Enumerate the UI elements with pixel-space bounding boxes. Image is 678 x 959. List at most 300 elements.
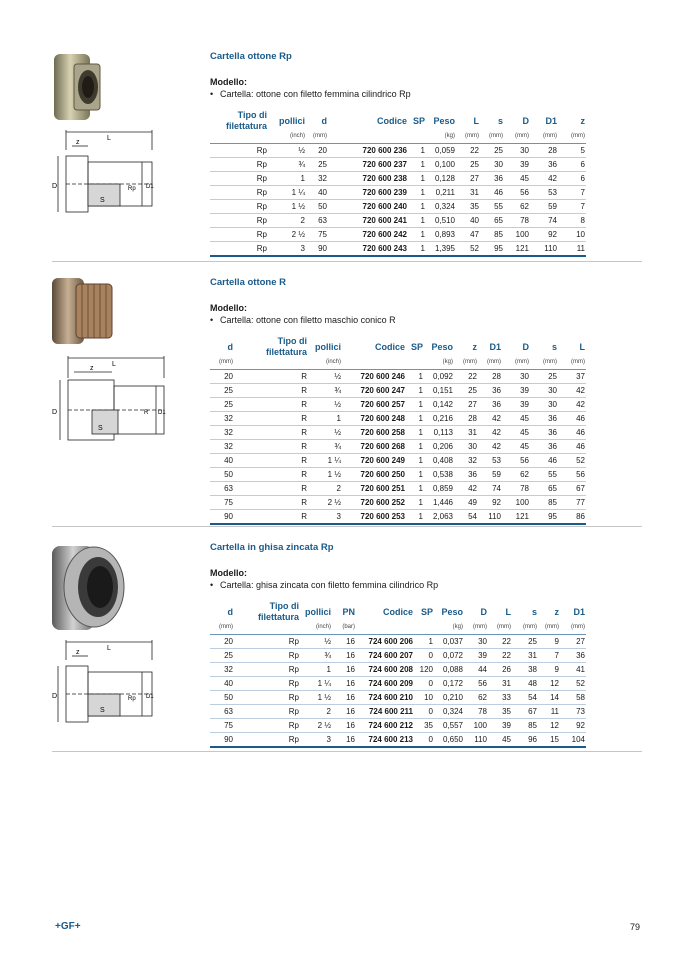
page-number: 79 [630, 922, 641, 932]
table-cell: 0,510 [426, 214, 456, 228]
table-cell: 3 [300, 733, 332, 748]
table-cell: 1 [414, 635, 434, 649]
table-cell: 85 [530, 496, 558, 510]
header-row [210, 601, 586, 623]
table-cell: 55 [530, 468, 558, 482]
table-cell: 53 [478, 454, 502, 468]
table-cell: 74 [478, 482, 502, 496]
table-cell: 16 [332, 733, 356, 748]
table-cell: 20 [210, 635, 234, 649]
drawing-label-d: D [52, 409, 58, 416]
drawing-label-d: D [52, 183, 58, 190]
table-cell: 74 [530, 214, 558, 228]
section-content [210, 50, 586, 257]
column-header: L [579, 341, 585, 352]
table-cell: 30 [502, 370, 530, 384]
table-row [210, 144, 586, 158]
table-cell: 42 [478, 412, 502, 426]
table-cell: 22 [488, 635, 512, 649]
column-header: Peso [433, 115, 455, 126]
table-cell: 16 [332, 677, 356, 691]
table-cell: 1 [406, 440, 424, 454]
column-unit: (mm) [488, 623, 512, 635]
table-row [210, 398, 586, 412]
product-code: 720 600 253 [342, 510, 406, 525]
table-cell: 0,557 [434, 719, 464, 733]
spec-table [210, 110, 586, 257]
table-cell: ½ [308, 398, 342, 412]
modello-description [210, 579, 586, 591]
column-header: SP [420, 606, 433, 617]
table-cell: 47 [456, 228, 480, 242]
table-cell: 45 [502, 412, 530, 426]
table-cell: 1 [408, 214, 426, 228]
table-cell: 0 [414, 733, 434, 748]
table-cell: 36 [530, 158, 558, 172]
column-unit: (mm) [210, 358, 234, 370]
table-cell: Rp [210, 200, 268, 214]
column-unit: (inch) [308, 358, 342, 370]
column-unit: (mm) [504, 132, 530, 144]
table-cell: 30 [480, 158, 504, 172]
table-cell: 2 ½ [268, 228, 306, 242]
table-cell: ¾ [308, 440, 342, 454]
column-header: s [551, 341, 557, 352]
table-cell: 46 [530, 454, 558, 468]
table-cell: 1 [268, 172, 306, 186]
table-cell: 92 [530, 228, 558, 242]
table-cell: 20 [210, 370, 234, 384]
product-code: 720 600 248 [342, 412, 406, 426]
drawing-label-z: z [90, 365, 94, 372]
column-header: s [531, 606, 537, 617]
column-header: d [227, 341, 233, 352]
table-cell: 14 [538, 691, 560, 705]
table-cell: 39 [504, 158, 530, 172]
product-code: 720 600 238 [328, 172, 408, 186]
table-cell: 46 [480, 186, 504, 200]
table-cell: R [234, 426, 308, 440]
table-cell: R [234, 370, 308, 384]
table-cell: 39 [464, 649, 488, 663]
product-code: 720 600 251 [342, 482, 406, 496]
product-code: 724 600 209 [356, 677, 414, 691]
table-cell: 0,113 [424, 426, 454, 440]
table-cell: 49 [454, 496, 478, 510]
column-unit [328, 132, 408, 144]
table-cell: 36 [478, 398, 502, 412]
table-row [210, 649, 586, 663]
column-header: Tipo di filettatura [225, 110, 267, 131]
table-cell: 30 [530, 384, 558, 398]
column-header: L [505, 606, 511, 617]
table-cell: 32 [210, 412, 234, 426]
table-cell: 1 [408, 200, 426, 214]
column-header: z [472, 341, 477, 352]
column-unit: (mm) [454, 358, 478, 370]
table-cell: 42 [558, 384, 586, 398]
column-unit [342, 358, 406, 370]
table-cell: 42 [478, 426, 502, 440]
table-cell: 28 [454, 412, 478, 426]
table-cell: 1 [406, 454, 424, 468]
table-cell: 54 [512, 691, 538, 705]
column-unit: (kg) [424, 358, 454, 370]
header-row [210, 110, 586, 132]
table-cell: 1 [406, 510, 424, 525]
table-cell: 25 [530, 370, 558, 384]
drawing-label-z: z [76, 649, 80, 656]
table-row [210, 691, 586, 705]
table-cell: 36 [530, 412, 558, 426]
section-title: Cartella ottone Rp [210, 51, 292, 62]
table-cell: 1,395 [426, 242, 456, 257]
column-header: Codice [382, 606, 413, 617]
table-cell: 1 ½ [268, 200, 306, 214]
bullet: • [210, 89, 214, 99]
table-cell: 15 [538, 733, 560, 748]
table-cell: 2 ½ [308, 496, 342, 510]
table-cell: 73 [560, 705, 586, 719]
column-unit: (mm) [558, 132, 586, 144]
product-code: 724 600 211 [356, 705, 414, 719]
column-header: d [321, 115, 327, 126]
table-cell: 31 [512, 649, 538, 663]
product-photo-galvanized-rp [48, 540, 128, 634]
product-code: 720 600 258 [342, 426, 406, 440]
table-cell: 56 [502, 454, 530, 468]
table-cell: 90 [210, 510, 234, 525]
table-cell: R [234, 468, 308, 482]
table-row [210, 200, 586, 214]
table-cell: 9 [538, 635, 560, 649]
table-cell: 42 [478, 440, 502, 454]
table-cell: 2 ½ [300, 719, 332, 733]
table-cell: 1 [408, 228, 426, 242]
table-cell: 6 [558, 158, 586, 172]
column-header: pollici [304, 606, 331, 617]
table-cell: ¾ [268, 158, 306, 172]
table-cell: 1 [408, 186, 426, 200]
table-cell: 58 [560, 691, 586, 705]
column-header: D1 [573, 606, 585, 617]
table-cell: 27 [454, 398, 478, 412]
table-cell: 25 [480, 144, 504, 158]
table-cell: 110 [464, 733, 488, 748]
table-cell: 0,216 [424, 412, 454, 426]
table-cell: 0,324 [434, 705, 464, 719]
column-unit: (mm) [502, 358, 530, 370]
column-header: D [522, 115, 529, 126]
column-unit [406, 358, 424, 370]
column-header: s [497, 115, 503, 126]
table-cell: 32 [210, 663, 234, 677]
technical-drawing-r [52, 356, 170, 446]
table-cell: 10 [558, 228, 586, 242]
table-cell: 0,092 [424, 370, 454, 384]
table-cell: 16 [332, 635, 356, 649]
table-row [210, 186, 586, 200]
description-text: Cartella: ghisa zincata con filetto femmina cilindrico Rp [220, 580, 439, 590]
drawing-label-d1: D1 [146, 184, 154, 190]
table-cell: 36 [530, 426, 558, 440]
column-unit: (mm) [464, 623, 488, 635]
table-row [210, 677, 586, 691]
drawing-label-rp: Rp [128, 696, 136, 702]
table-cell: 12 [538, 677, 560, 691]
table-cell: 59 [478, 468, 502, 482]
table-cell: 67 [558, 482, 586, 496]
table-cell: 22 [456, 144, 480, 158]
table-cell: 1 [300, 663, 332, 677]
drawing-label-s: S [100, 197, 105, 204]
table-cell: 40 [456, 214, 480, 228]
technical-drawing-rp [52, 130, 162, 220]
product-code: 720 600 268 [342, 440, 406, 454]
table-cell: 2 [300, 705, 332, 719]
column-unit: (mm) [210, 623, 234, 635]
table-cell: 16 [332, 691, 356, 705]
table-cell: 65 [480, 214, 504, 228]
table-row [210, 158, 586, 172]
table-cell: ½ [308, 370, 342, 384]
drawing-label-s: S [98, 425, 103, 432]
drawing-label-l: L [107, 135, 111, 142]
table-cell: 6 [558, 172, 586, 186]
table-cell: 32 [210, 426, 234, 440]
table-row [210, 412, 586, 426]
table-cell: 67 [512, 705, 538, 719]
column-header: D [480, 606, 487, 617]
table-cell: 36 [530, 440, 558, 454]
table-cell: 0,210 [434, 691, 464, 705]
table-row [210, 496, 586, 510]
table-cell: 0,072 [434, 649, 464, 663]
table-cell: 78 [504, 214, 530, 228]
table-cell: 0,859 [424, 482, 454, 496]
table-cell: Rp [210, 144, 268, 158]
product-code: 720 600 243 [328, 242, 408, 257]
column-header: Codice [376, 115, 407, 126]
table-row [210, 454, 586, 468]
column-unit: (inch) [300, 623, 332, 635]
table-cell: 0,893 [426, 228, 456, 242]
table-cell: 0,100 [426, 158, 456, 172]
table-cell: 45 [504, 172, 530, 186]
table-cell: 1 [408, 144, 426, 158]
drawing-label-z: z [76, 139, 80, 146]
column-unit [234, 358, 308, 370]
table-row [210, 663, 586, 677]
table-cell: 35 [414, 719, 434, 733]
section-content [210, 541, 586, 748]
table-cell: 52 [560, 677, 586, 691]
table-cell: 1 [406, 496, 424, 510]
table-cell: 48 [512, 677, 538, 691]
table-cell: 53 [530, 186, 558, 200]
modello-label: Modello: [210, 303, 247, 313]
table-cell: Rp [234, 733, 300, 748]
modello-label: Modello: [210, 77, 247, 87]
table-cell: 44 [464, 663, 488, 677]
table-cell: Rp [234, 663, 300, 677]
column-header: D [522, 341, 529, 352]
table-row [210, 733, 586, 748]
table-cell: R [234, 454, 308, 468]
table-cell: ½ [300, 635, 332, 649]
column-unit: (mm) [558, 358, 586, 370]
drawing-label-rp: Rp [128, 186, 136, 192]
product-code: 724 600 207 [356, 649, 414, 663]
table-cell: 31 [456, 186, 480, 200]
table-cell: 1,446 [424, 496, 454, 510]
table-cell: R [234, 398, 308, 412]
product-code: 720 600 250 [342, 468, 406, 482]
table-cell: 121 [502, 510, 530, 525]
table-cell: 39 [502, 398, 530, 412]
table-row [210, 242, 586, 257]
table-cell: 56 [464, 677, 488, 691]
table-cell: 1 [408, 172, 426, 186]
column-unit: (mm) [512, 623, 538, 635]
table-cell: 56 [504, 186, 530, 200]
table-cell: 78 [464, 705, 488, 719]
table-cell: 45 [502, 426, 530, 440]
table-cell: R [234, 440, 308, 454]
section-divider [52, 751, 642, 752]
table-cell: 1 [406, 468, 424, 482]
table-cell: 40 [210, 454, 234, 468]
table-cell: 1 [406, 384, 424, 398]
table-cell: 25 [210, 398, 234, 412]
table-row [210, 705, 586, 719]
table-cell: 16 [332, 649, 356, 663]
table-cell: 1 [406, 412, 424, 426]
table-cell: 96 [512, 733, 538, 748]
drawing-label-l: L [107, 645, 111, 652]
column-header: D1 [545, 115, 557, 126]
table-cell: 52 [456, 242, 480, 257]
table-cell: 50 [210, 468, 234, 482]
column-unit [210, 132, 268, 144]
units-row [210, 358, 586, 370]
table-cell: 1 [408, 158, 426, 172]
header-row [210, 336, 586, 358]
column-unit: (mm) [560, 623, 586, 635]
table-cell: 0 [414, 705, 434, 719]
table-cell: 45 [488, 733, 512, 748]
column-header: z [554, 606, 559, 617]
table-cell: 1 [406, 482, 424, 496]
section-divider [52, 526, 642, 527]
table-cell: 0,128 [426, 172, 456, 186]
table-row [210, 370, 586, 384]
column-unit [234, 623, 300, 635]
table-cell: 2,063 [424, 510, 454, 525]
table-cell: 35 [456, 200, 480, 214]
table-cell: 1 [308, 412, 342, 426]
product-code: 720 600 249 [342, 454, 406, 468]
column-unit: (mm) [530, 132, 558, 144]
table-cell: 1 ½ [308, 468, 342, 482]
table-cell: 0,408 [424, 454, 454, 468]
product-code: 720 600 257 [342, 398, 406, 412]
column-header: D1 [489, 341, 501, 352]
spec-table [210, 336, 586, 525]
product-code: 720 600 236 [328, 144, 408, 158]
table-cell: 78 [502, 482, 530, 496]
table-row [210, 228, 586, 242]
section-title: Cartella ottone R [210, 277, 287, 288]
table-cell: 31 [488, 677, 512, 691]
drawing-label-s: S [100, 707, 105, 714]
table-cell: 1 ½ [300, 691, 332, 705]
table-cell: 30 [504, 144, 530, 158]
column-header: Tipo di filettatura [257, 601, 299, 622]
table-cell: 27 [456, 172, 480, 186]
table-row [210, 440, 586, 454]
table-cell: 0,037 [434, 635, 464, 649]
table-cell: 63 [210, 705, 234, 719]
spec-table [210, 601, 586, 748]
table-cell: 16 [332, 719, 356, 733]
column-unit: (kg) [426, 132, 456, 144]
column-unit: (mm) [530, 358, 558, 370]
product-code: 720 600 247 [342, 384, 406, 398]
table-cell: Rp [234, 719, 300, 733]
column-unit [414, 623, 434, 635]
table-cell: 92 [560, 719, 586, 733]
table-cell: 10 [414, 691, 434, 705]
product-code: 724 600 213 [356, 733, 414, 748]
column-header: SP [410, 341, 423, 352]
table-cell: 1 [406, 370, 424, 384]
table-cell: 65 [530, 482, 558, 496]
table-cell: 30 [454, 440, 478, 454]
column-unit: (mm) [538, 623, 560, 635]
column-unit [408, 132, 426, 144]
table-row [210, 719, 586, 733]
table-cell: 0,088 [434, 663, 464, 677]
drawing-label-d1: D1 [158, 410, 166, 416]
table-cell: 7 [558, 200, 586, 214]
table-cell: 36 [454, 468, 478, 482]
table-cell: 63 [210, 482, 234, 496]
table-cell: 36 [560, 649, 586, 663]
drawing-label-d: D [52, 693, 58, 700]
table-cell: 26 [488, 663, 512, 677]
table-cell: 2 [268, 214, 306, 228]
table-cell: 90 [306, 242, 328, 257]
table-cell: 92 [478, 496, 502, 510]
table-cell: 33 [488, 691, 512, 705]
table-cell: 86 [558, 510, 586, 525]
column-header: PN [342, 606, 355, 617]
table-cell: 85 [512, 719, 538, 733]
table-cell: Rp [234, 705, 300, 719]
table-cell: 1 ¼ [308, 454, 342, 468]
table-cell: 55 [480, 200, 504, 214]
table-cell: 0 [414, 677, 434, 691]
table-cell: 32 [454, 454, 478, 468]
table-cell: 31 [454, 426, 478, 440]
table-cell: 90 [210, 733, 234, 748]
table-cell: 7 [558, 186, 586, 200]
table-cell: 25 [454, 384, 478, 398]
table-cell: 35 [488, 705, 512, 719]
table-cell: Rp [210, 242, 268, 257]
table-cell: 95 [480, 242, 504, 257]
